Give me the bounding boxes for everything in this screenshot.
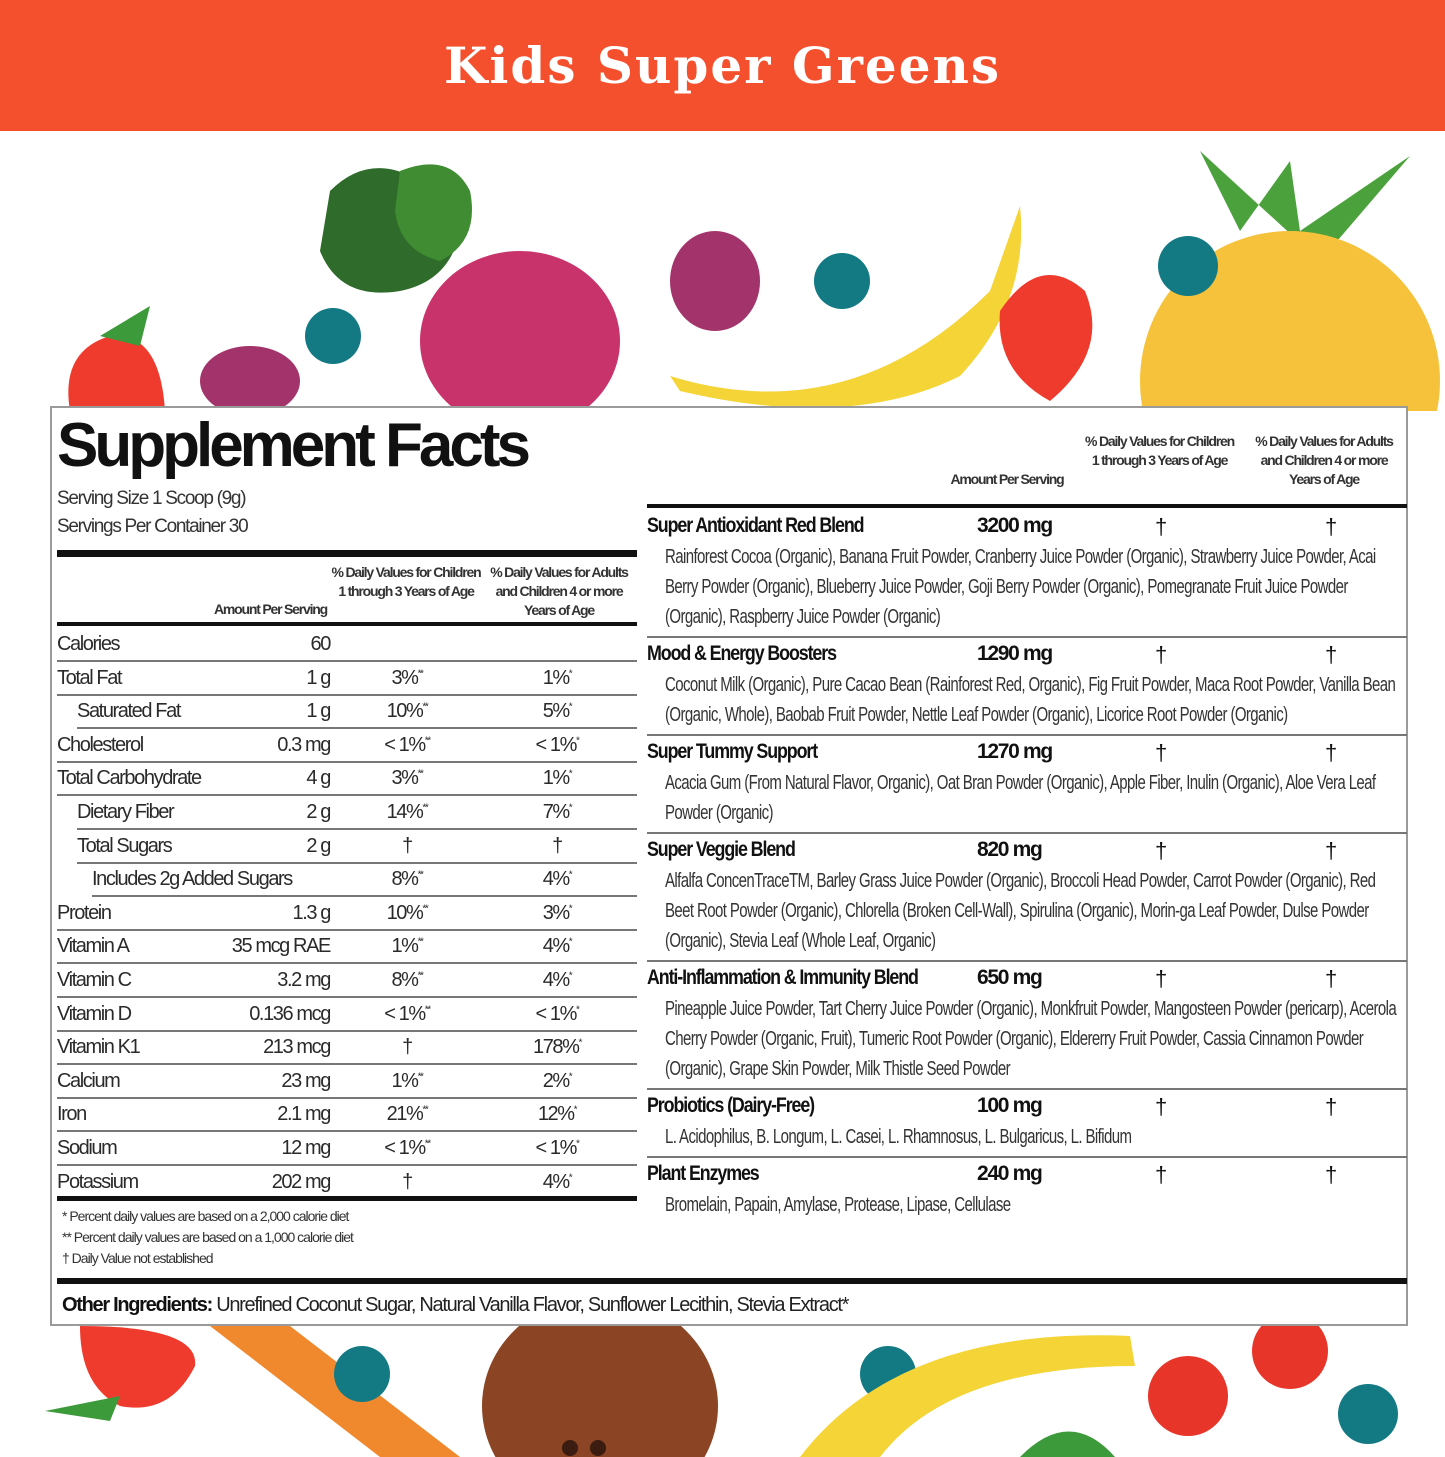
blend-header [647, 838, 1407, 866]
nutrient-name: Iron [57, 1103, 86, 1126]
child-footnote-mark: ** [417, 970, 423, 982]
carrot-icon [210, 1326, 460, 1457]
blend-row [647, 832, 1407, 960]
blend-ingredients: Acacia Gum (From Natural Flavor, Organic), Oat Bran Powder (Organic), Apple Fiber, Inulin (Organic), Aloe Vera Leaf Powder (Organic) [665, 772, 1376, 824]
blend-child-dv: † [1155, 1094, 1168, 1119]
nutrient-row [57, 695, 635, 728]
nutrient-row [57, 628, 635, 661]
blend-name: Super Veggie Blend [647, 838, 795, 861]
nutrient-amount: 12 mg [281, 1137, 330, 1159]
divider [57, 622, 637, 626]
nutrient-amount: 35 mcg RAE [231, 935, 330, 958]
child-daily-value-text: † [402, 1170, 412, 1193]
adult-footnote-mark: * [568, 936, 572, 948]
blend-header [647, 514, 1407, 542]
adult-daily-value-text: 4% [542, 1170, 569, 1193]
nutrient-amount: 23 mg [281, 1069, 330, 1092]
child-daily-value-text: 10% [386, 901, 423, 924]
coconut-icon [482, 1326, 718, 1457]
child-daily-value-text: 8% [391, 868, 418, 891]
adult-daily-value [522, 969, 592, 992]
child-daily-value [372, 902, 442, 925]
blend-adult-dv: † [1325, 1162, 1338, 1187]
strawberry-leaf-icon [1020, 1432, 1115, 1457]
nutrient-amount: 60 [310, 633, 330, 655]
child-daily-value-text: 14% [386, 801, 423, 823]
blueberry-icon [814, 253, 870, 309]
adult-daily-value [522, 1070, 592, 1093]
child-footnote-mark: ** [422, 1104, 428, 1116]
blend-name: Super Tummy Support [647, 740, 818, 763]
blend-ingredients: Rainforest Cocoa (Organic), Banana Fruit Powder, Cranberry Juice Powder (Organic), Strawberry Juice Powder, Acai Berry Powder (Organic), Blueberry Juice Powder, Goji Berry Powder (Organic), Pomegranate Fruit Juice Powder (Organic), Raspberry Juice Powder (Organic) [665, 546, 1376, 628]
blend-child-dv: † [1155, 642, 1168, 667]
nutrient-name: Saturated Fat [77, 700, 180, 723]
adult-daily-value-text: 5% [542, 700, 569, 723]
nutrient-name: Calcium [57, 1069, 120, 1092]
nutrient-amount: 1 g [306, 666, 330, 689]
blueberry-icon [334, 1346, 390, 1402]
other-ingredients-label: Other Ingredients: [62, 1294, 212, 1316]
child-daily-value [372, 734, 442, 757]
nutrient-row [57, 998, 635, 1031]
child-footnote-mark: ** [422, 802, 428, 814]
blend-amount: 3200 mg [977, 514, 1052, 537]
nutrient-row [57, 830, 635, 863]
child-daily-value-text: † [402, 834, 412, 857]
blend-child-dv: † [1155, 514, 1168, 539]
child-daily-value-text: 3% [391, 666, 418, 689]
child-daily-value [372, 935, 442, 958]
blend-adult-dv: † [1325, 740, 1338, 765]
fruit-illustration-bottom [0, 1326, 1445, 1457]
raspberry-icon [200, 346, 300, 411]
child-daily-value [372, 801, 442, 824]
divider [57, 1278, 1407, 1284]
adult-footnote-mark: * [576, 1003, 579, 1015]
child-footnote-mark: ** [422, 903, 428, 915]
nutrient-row [57, 796, 635, 829]
blend-adult-dv: † [1325, 838, 1338, 863]
nutrient-name: Vitamin D [57, 1002, 131, 1025]
child-daily-value-text: < 1% [384, 1137, 425, 1159]
adult-footnote-mark: * [568, 970, 572, 982]
blueberry-icon [305, 308, 361, 364]
nutrient-amount: 4 g [306, 767, 330, 790]
adult-daily-value-text: 1% [542, 666, 569, 689]
nutrient-row [57, 863, 635, 896]
blend-name: Mood & Energy Boosters [647, 642, 836, 665]
child-footnote-mark: ** [424, 1003, 430, 1015]
nutrient-row [57, 964, 635, 997]
divider [57, 1196, 637, 1201]
child-daily-value-text: 3% [391, 767, 418, 790]
nutrient-row [57, 1065, 635, 1098]
adult-daily-value-text: 2% [542, 1069, 569, 1092]
strawberry-icon [45, 1326, 195, 1421]
footnote: ** Percent daily values are based on a 1,000 calorie diet [62, 1229, 353, 1245]
nutrient-row [57, 1166, 635, 1199]
nutrient-name: Sodium [57, 1137, 117, 1159]
adult-daily-value-text: < 1% [535, 733, 577, 756]
child-daily-value [372, 700, 442, 723]
nutrient-name: Calories [57, 633, 120, 655]
blend-list [647, 510, 1407, 1224]
child-daily-value-text: 21% [386, 1103, 423, 1126]
product-title: Kids Super Greens [443, 36, 1002, 95]
nutrient-name: Total Sugars [77, 834, 172, 857]
child-daily-value [372, 1036, 442, 1059]
blend-adult-dv: † [1325, 1094, 1338, 1119]
nutrient-name: Vitamin A [57, 935, 129, 958]
blend-child-dv: † [1155, 1162, 1168, 1187]
nutrient-amount: 213 mcg [263, 1036, 330, 1059]
nutrient-amount: 1.3 g [292, 901, 330, 924]
child-daily-value [372, 1070, 442, 1093]
adult-daily-value [522, 767, 592, 790]
adult-daily-value-text: 4% [542, 969, 569, 991]
blend-header [647, 1162, 1407, 1190]
adult-daily-value [522, 868, 592, 891]
blend-amount: 1270 mg [977, 740, 1052, 763]
strawberry-icon [68, 306, 165, 411]
facts-title: Supplement Facts [57, 411, 527, 480]
blend-name: Probiotics (Dairy-Free) [647, 1094, 815, 1117]
header-amount-right: Amount Per Serving [950, 471, 1064, 487]
child-footnote-mark: ** [417, 1071, 423, 1083]
adult-daily-value [522, 734, 592, 757]
divider [57, 550, 637, 557]
adult-footnote-mark: * [568, 1171, 572, 1183]
child-daily-value-text: < 1% [384, 1002, 425, 1025]
adult-daily-value [522, 1171, 592, 1194]
blend-adult-dv: † [1325, 642, 1338, 667]
nutrient-name: Vitamin C [57, 969, 131, 991]
nutrient-row [57, 762, 635, 795]
blend-row [647, 636, 1407, 734]
kale-icon [320, 164, 472, 292]
nutrient-row [57, 662, 635, 695]
adult-footnote-mark: * [573, 1104, 577, 1116]
nutrient-row [57, 930, 635, 963]
nutrient-row [57, 729, 635, 762]
blend-row [647, 960, 1407, 1088]
adult-daily-value-text: † [552, 834, 562, 857]
blend-amount: 1290 mg [977, 642, 1052, 665]
blend-ingredients: Alfalfa ConcenTraceTM, Barley Grass Juice Powder (Organic), Broccoli Head Powder, Carrot Powder (Organic), Red Beet Root Powder (Organic), Chlorella (Broken Cell-Wall), Spirulina (Organic), Morin-ga Leaf Powder, Dulse Powder (Organic), Stevia Leaf (Whole Leaf, Organic) [665, 870, 1376, 952]
child-footnote-mark: ** [417, 667, 423, 679]
adult-daily-value-text: 4% [542, 868, 569, 891]
nutrient-amount: 2 g [306, 801, 330, 823]
footnote: * Percent daily values are based on a 2,000 calorie diet [62, 1208, 349, 1224]
strawberry-icon [1000, 275, 1093, 401]
nutrient-amount: 1 g [306, 700, 330, 723]
child-daily-value-text: < 1% [384, 733, 425, 756]
child-daily-value [372, 835, 442, 858]
nutrient-name: Cholesterol [57, 733, 143, 756]
nutrient-amount: 2 g [306, 834, 330, 857]
blend-amount: 650 mg [977, 966, 1042, 989]
nutrient-name: Protein [57, 901, 111, 924]
header-children: % Daily Values for Children 1 through 3 Years of Age [331, 564, 481, 599]
adult-footnote-mark: * [568, 667, 572, 679]
nutrient-name: Vitamin K1 [57, 1036, 140, 1059]
child-footnote-mark: ** [417, 936, 423, 948]
raspberry-icon [670, 231, 760, 331]
blend-ingredients: Coconut Milk (Organic), Pure Cacao Bean (Rainforest Red, Organic), Fig Fruit Powder, Maca Root Powder, Vanilla Bean (Organic, Whole), Baobab Fruit Powder, Nettle Leaf Powder (Organic), Licorice Root Powder (Organic) [665, 674, 1396, 726]
header-amount: Amount Per Serving [214, 601, 327, 617]
blueberry-icon [1338, 1384, 1398, 1444]
blend-header [647, 740, 1407, 768]
cherry-icon [1148, 1326, 1328, 1436]
child-footnote-mark: ** [417, 869, 423, 881]
blend-row [647, 1088, 1407, 1156]
adult-daily-value-text: 178% [532, 1036, 579, 1059]
adult-footnote-mark: * [568, 701, 572, 713]
blend-ingredients: Bromelain, Papain, Amylase, Protease, Lipase, Cellulase [665, 1194, 1011, 1216]
child-footnote-mark: ** [417, 768, 423, 780]
nutrient-amount: 2.1 mg [277, 1103, 330, 1126]
adult-footnote-mark: * [568, 903, 572, 915]
adult-footnote-mark: * [568, 1071, 572, 1083]
nutrient-row [57, 1031, 635, 1064]
header-children-right: % Daily Values for Children 1 through 3 Years of Age [1085, 433, 1234, 468]
other-ingredients-text: Unrefined Coconut Sugar, Natural Vanilla Flavor, Sunflower Lecithin, Stevia Extract* [211, 1294, 849, 1316]
adult-footnote-mark: * [568, 768, 572, 780]
blueberry-icon [1158, 236, 1218, 296]
nutrient-name: Potassium [57, 1170, 138, 1193]
blend-child-dv: † [1155, 838, 1168, 863]
child-daily-value [372, 1137, 442, 1160]
blend-header [647, 642, 1407, 670]
nutrient-row [57, 1132, 635, 1165]
adult-footnote-mark: * [568, 869, 572, 881]
blend-child-dv: † [1155, 966, 1168, 991]
blend-name: Plant Enzymes [647, 1162, 759, 1185]
blend-amount: 240 mg [977, 1162, 1042, 1185]
child-daily-value-text: 1% [391, 1069, 418, 1092]
adult-daily-value [522, 1003, 592, 1026]
adult-footnote-mark: * [568, 802, 572, 814]
adult-daily-value-text: < 1% [535, 1002, 577, 1025]
adult-footnote-mark: * [576, 1138, 579, 1150]
blend-amount: 820 mg [977, 838, 1042, 861]
nutrient-row [57, 1098, 635, 1131]
child-daily-value-text: 1% [391, 935, 418, 958]
adult-daily-value [522, 1137, 592, 1160]
blend-row [647, 1156, 1407, 1224]
fruit-illustration-top [0, 131, 1445, 411]
adult-daily-value-text: 3% [542, 901, 569, 924]
nutrient-name: Includes 2g Added Sugars [92, 868, 292, 891]
adult-daily-value [522, 835, 592, 858]
adult-daily-value [522, 935, 592, 958]
nutrient-name: Total Fat [57, 666, 122, 689]
header-adults: % Daily Values for Adults and Children 4 or more Years of Age [490, 564, 628, 618]
child-daily-value-text: 10% [386, 700, 423, 723]
adult-daily-value-text: 7% [542, 801, 569, 823]
blend-name: Super Antioxidant Red Blend [647, 514, 864, 537]
adult-daily-value [522, 667, 592, 690]
nutrient-name: Total Carbohydrate [57, 767, 201, 790]
beet-icon [420, 251, 620, 411]
blend-row [647, 510, 1407, 636]
child-footnote-mark: ** [424, 735, 430, 747]
blend-header [647, 1094, 1407, 1122]
serving-size: Serving Size 1 Scoop (9g) [57, 488, 246, 509]
child-footnote-mark: ** [424, 1138, 430, 1150]
title-banner [0, 0, 1445, 131]
servings-per-container: Servings Per Container 30 [57, 516, 248, 537]
adult-daily-value [522, 801, 592, 824]
blend-child-dv: † [1155, 740, 1168, 765]
nutrient-name: Dietary Fiber [77, 801, 174, 823]
adult-daily-value-text: < 1% [535, 1137, 577, 1159]
blend-ingredients: Pineapple Juice Powder, Tart Cherry Juice Powder (Organic), Monkfruit Powder, Mangosteen Powder (pericarp), Acerola Cherry Powder (Organic, Fruit), Tumeric Root Powder (Organic), Eldererry Fruit Powder, Cassia Cinnamon Powder (Organic), Grape Skin Powder, Milk Thistle Seed Powder [665, 998, 1397, 1080]
blend-amount: 100 mg [977, 1094, 1042, 1117]
nutrient-amount: 3.2 mg [277, 969, 330, 991]
child-daily-value [372, 868, 442, 891]
adult-daily-value-text: 12% [537, 1103, 574, 1126]
nutrient-row [57, 897, 635, 930]
supplement-facts-panel [50, 406, 1408, 1326]
nutrient-amount: 0.3 mg [277, 733, 330, 756]
nutrient-amount: 0.136 mcg [249, 1002, 330, 1025]
child-footnote-mark: ** [422, 701, 428, 713]
blend-row [647, 734, 1407, 832]
adult-daily-value-text: 4% [542, 935, 569, 958]
child-daily-value [372, 1103, 442, 1126]
nutrient-amount: 202 mg [271, 1170, 330, 1193]
child-daily-value [372, 767, 442, 790]
blend-adult-dv: † [1325, 966, 1338, 991]
child-daily-value [372, 1003, 442, 1026]
adult-daily-value [522, 1036, 592, 1059]
footnote: † Daily Value not established [62, 1250, 213, 1266]
blend-name: Anti-Inflammation & Immunity Blend [647, 966, 918, 989]
adult-daily-value-text: 1% [542, 767, 569, 790]
divider [647, 504, 1407, 508]
blend-adult-dv: † [1325, 514, 1338, 539]
adult-daily-value [522, 902, 592, 925]
blend-header [647, 966, 1407, 994]
child-daily-value [372, 667, 442, 690]
child-daily-value [372, 1171, 442, 1194]
other-ingredients [62, 1294, 848, 1317]
blend-ingredients: L. Acidophilus, B. Longum, L. Casei, L. Rhamnosus, L. Bulgaricus, L. Bifidum [665, 1126, 1132, 1148]
child-daily-value-text: 8% [391, 969, 418, 991]
adult-daily-value [522, 700, 592, 723]
child-daily-value [372, 969, 442, 992]
adult-daily-value [522, 1103, 592, 1126]
adult-footnote-mark: * [578, 1037, 582, 1049]
adult-footnote-mark: * [576, 735, 579, 747]
header-adults-right: % Daily Values for Adults and Children 4 or more Years of Age [1255, 433, 1393, 487]
child-daily-value-text: † [402, 1036, 412, 1059]
